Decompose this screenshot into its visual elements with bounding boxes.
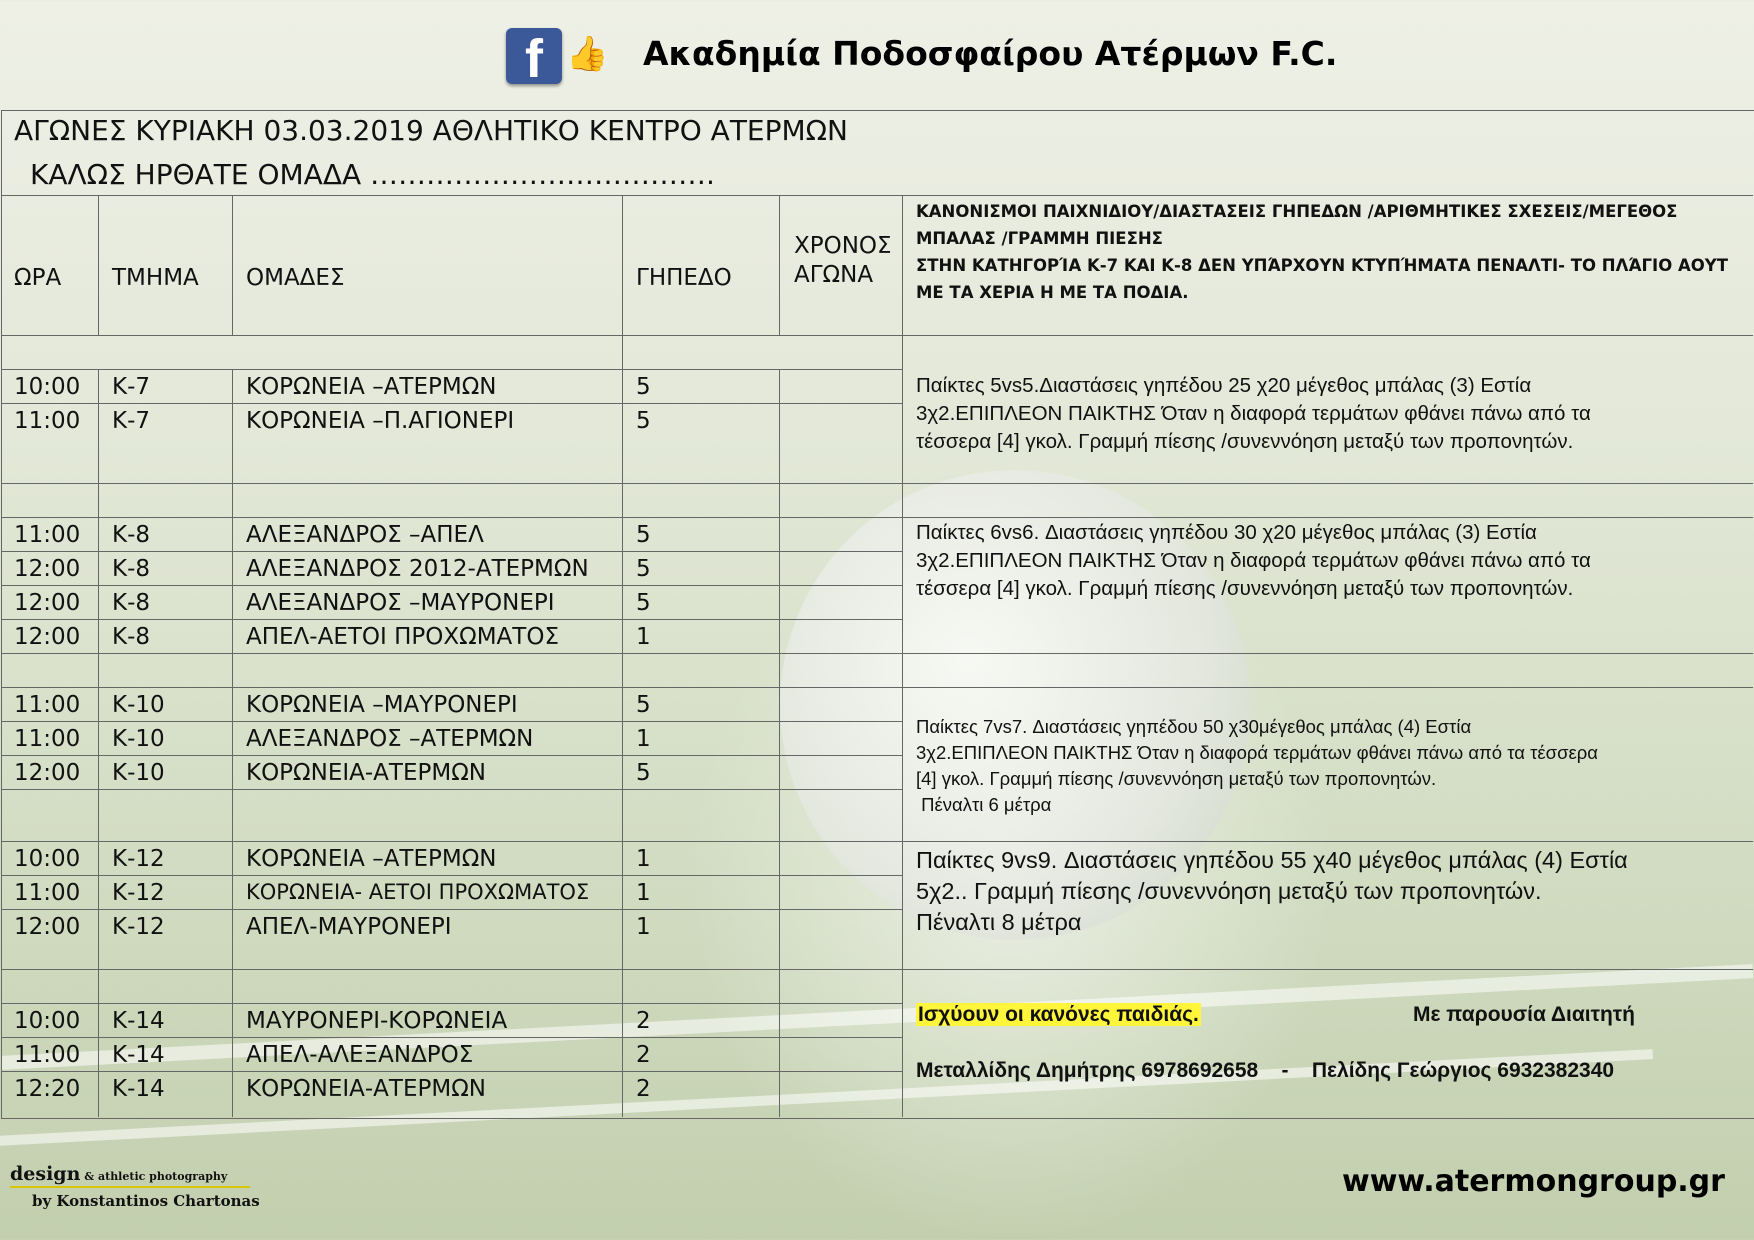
- facebook-logo-icon[interactable]: f: [506, 28, 562, 84]
- rules-note-k8: Παίκτες 6vs6. Διαστάσεις γηπέδου 30 χ20 μέγεθος μπάλας (3) Εστία 3χ2.ΕΠΙΠΛΕΟΝ ΠΑΙΚΤΗΣ Όταν η διαφορά τερμάτων φθάνει πάνω από τα τέσσερα [4] γκολ. Γραμμή πίεσης /συνεννόηση μεταξύ των προπονητών.: [916, 521, 1591, 600]
- rules-note-k12: Παίκτες 9vs9. Διαστάσεις γηπέδου 55 χ40 μέγεθος μπάλας (4) Εστία 5χ2.. Γραμμή πίεσης /συνεννόηση μεταξύ των προπονητών. Πέναλτι 8 μέτρα: [916, 847, 1628, 935]
- column-header-time: ΩΡΑ: [14, 265, 62, 291]
- academy-title: Ακαδημία Ποδοσφαίρου Ατέρμων F.C.: [643, 34, 1338, 73]
- contacts-note: Μεταλλίδης Δημήτρης 6978692658 - Πελίδης Γεώργιος 6932382340: [916, 1059, 1615, 1082]
- referee-note: Με παρουσία Διαιτητή: [1413, 1003, 1635, 1026]
- website-link[interactable]: www.atermongroup.gr: [1342, 1164, 1725, 1199]
- rules-note-k7: Παίκτες 5vs5.Διαστάσεις γηπέδου 25 χ20 μέγεθος μπάλας (3) Εστία 3χ2.ΕΠΙΠΛΕΟΝ ΠΑΙΚΤΗΣ Όταν η διαφορά τερμάτων φθάνει πάνω από τα τέσσερα [4] γκολ. Γραμμή πίεσης /συνεννόηση μεταξύ των προπονητών.: [916, 374, 1591, 453]
- photographer-name: by Konstantinos Chartonas: [32, 1192, 260, 1210]
- column-header-teams: ΟΜΑΔΕΣ: [246, 265, 345, 291]
- rules-header: ΚΑΝΟΝΙΣΜΟΙ ΠΑΙΧΝΙΔΙΟΥ/ΔΙΑΣΤΑΣΕΙΣ ΓΗΠΕΔΩΝ /ΑΡΙΘΜΗΤΙΚΕΣ ΣΧΕΣΕΙΣ/ΜΕΓΕΘΟΣ ΜΠΑΛΑΣ /ΓΡΑΜΜΗ ΠΙΕΣΗΣ ΣΤΗΝ ΚΑΤΗΓΟΡΊΑ Κ-7 ΚΑΙ Κ-8 ΔΕΝ ΥΠΆΡΧΟΥΝ ΚΤΥΠΉΜΑΤΑ ΠΕΝΑΛΤΙ- ΤΟ ΠΛΆΓΙΟ ΑΟΥΤ ΜΕ ΤΑ ΧΕΡΙΑ Η ΜΕ ΤΑ ΠΟΔΙΑ.: [916, 202, 1728, 302]
- rules-note-k10: Παίκτες 7vs7. Διαστάσεις γηπέδου 50 χ30μέγεθος μπάλας (4) Εστία 3χ2.ΕΠΙΠΛΕΟΝ ΠΑΙΚΤΗΣ Όταν η διαφορά τερμάτων φθάνει πάνω από τα τέσσερα [4] γκολ. Γραμμή πίεσης /συνεννόηση μεταξύ των προπονητών. Πέναλτι 6 μέτρα: [916, 716, 1598, 815]
- photographer-credit: design & athletic photography: [10, 1163, 228, 1185]
- credit-underline: [10, 1186, 250, 1188]
- kids-rules-note: Ισχύουν οι κανόνες παιδιάς.: [918, 1003, 1199, 1026]
- thumbs-up-icon[interactable]: 👍: [566, 34, 609, 74]
- sheet-welcome: ΚΑΛΩΣ ΗΡΘΑΤΕ ΟΜΑΔΑ ……………………………….: [30, 158, 715, 191]
- page-header: [0, 0, 1754, 105]
- column-header-category: ΤΜΗΜΑ: [112, 265, 199, 291]
- column-header-duration: ΧΡΟΝΟΣ ΑΓΩΝΑ: [794, 233, 892, 288]
- sheet-title: ΑΓΩΝΕΣ ΚΥΡΙΑΚΗ 03.03.2019 ΑΘΛΗΤΙΚΟ ΚΕΝΤΡΟ ΑΤΕΡΜΩΝ: [14, 114, 848, 147]
- column-header-pitch: ΓΗΠΕΔΟ: [636, 265, 732, 291]
